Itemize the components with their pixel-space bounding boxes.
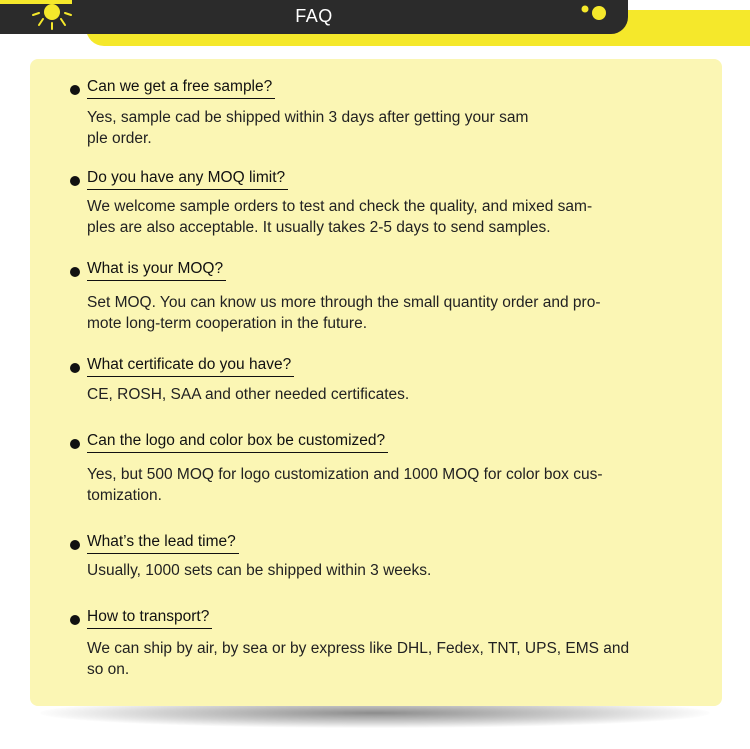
faq-answer xyxy=(87,292,632,334)
faq-question: What’s the lead time? xyxy=(87,533,239,554)
bullet-icon xyxy=(70,176,80,186)
faq-question: What is your MOQ? xyxy=(87,260,226,281)
answer-line: ples are also acceptable. It usually takes 2-5 days to send samples. xyxy=(87,219,551,236)
page-title: FAQ xyxy=(295,6,333,26)
answer-line: tomization. xyxy=(87,487,162,504)
bullet-icon xyxy=(70,615,80,625)
answer-line: Yes, sample cad be shipped within 3 days after getting your sam xyxy=(87,109,529,126)
bullet-icon xyxy=(70,439,80,449)
faq-answer xyxy=(87,560,632,581)
faq-answer xyxy=(87,384,632,405)
answer-line: We welcome sample orders to test and check the quality, and mixed sam- xyxy=(87,198,593,215)
bullet-icon xyxy=(70,363,80,373)
faq-question: Can we get a free sample? xyxy=(87,78,275,99)
answer-line: Yes, but 500 MOQ for logo customization and 1000 MOQ for color box cus- xyxy=(87,466,603,483)
answer-line: mote long-term cooperation in the future. xyxy=(87,315,368,332)
bullet-icon xyxy=(70,267,80,277)
faq-question: How to transport? xyxy=(87,608,212,629)
faq-question: What certificate do you have? xyxy=(87,356,294,377)
faq-card xyxy=(30,59,722,706)
answer-line: CE, ROSH, SAA and other needed certificates. xyxy=(87,386,410,403)
answer-line: so on. xyxy=(87,661,130,678)
answer-line: ple order. xyxy=(87,130,152,147)
faq-question: Can the logo and color box be customized? xyxy=(87,432,388,453)
faq-answer xyxy=(87,196,632,238)
faq-answer xyxy=(87,464,632,506)
faq-answer xyxy=(87,107,632,149)
bullet-icon xyxy=(70,540,80,550)
decorative-dots-icon xyxy=(578,4,612,24)
answer-line: Set MOQ. You can know us more through the small quantity order and pro- xyxy=(87,294,601,311)
bullet-icon xyxy=(70,85,80,95)
faq-answer xyxy=(87,638,632,680)
answer-line: We can ship by air, by sea or by express like DHL, Fedex, TNT, UPS, EMS and xyxy=(87,640,630,657)
faq-question: Do you have any MOQ limit? xyxy=(87,169,288,190)
header-bar xyxy=(0,0,628,34)
answer-line: Usually, 1000 sets can be shipped within 3 weeks. xyxy=(87,562,432,579)
